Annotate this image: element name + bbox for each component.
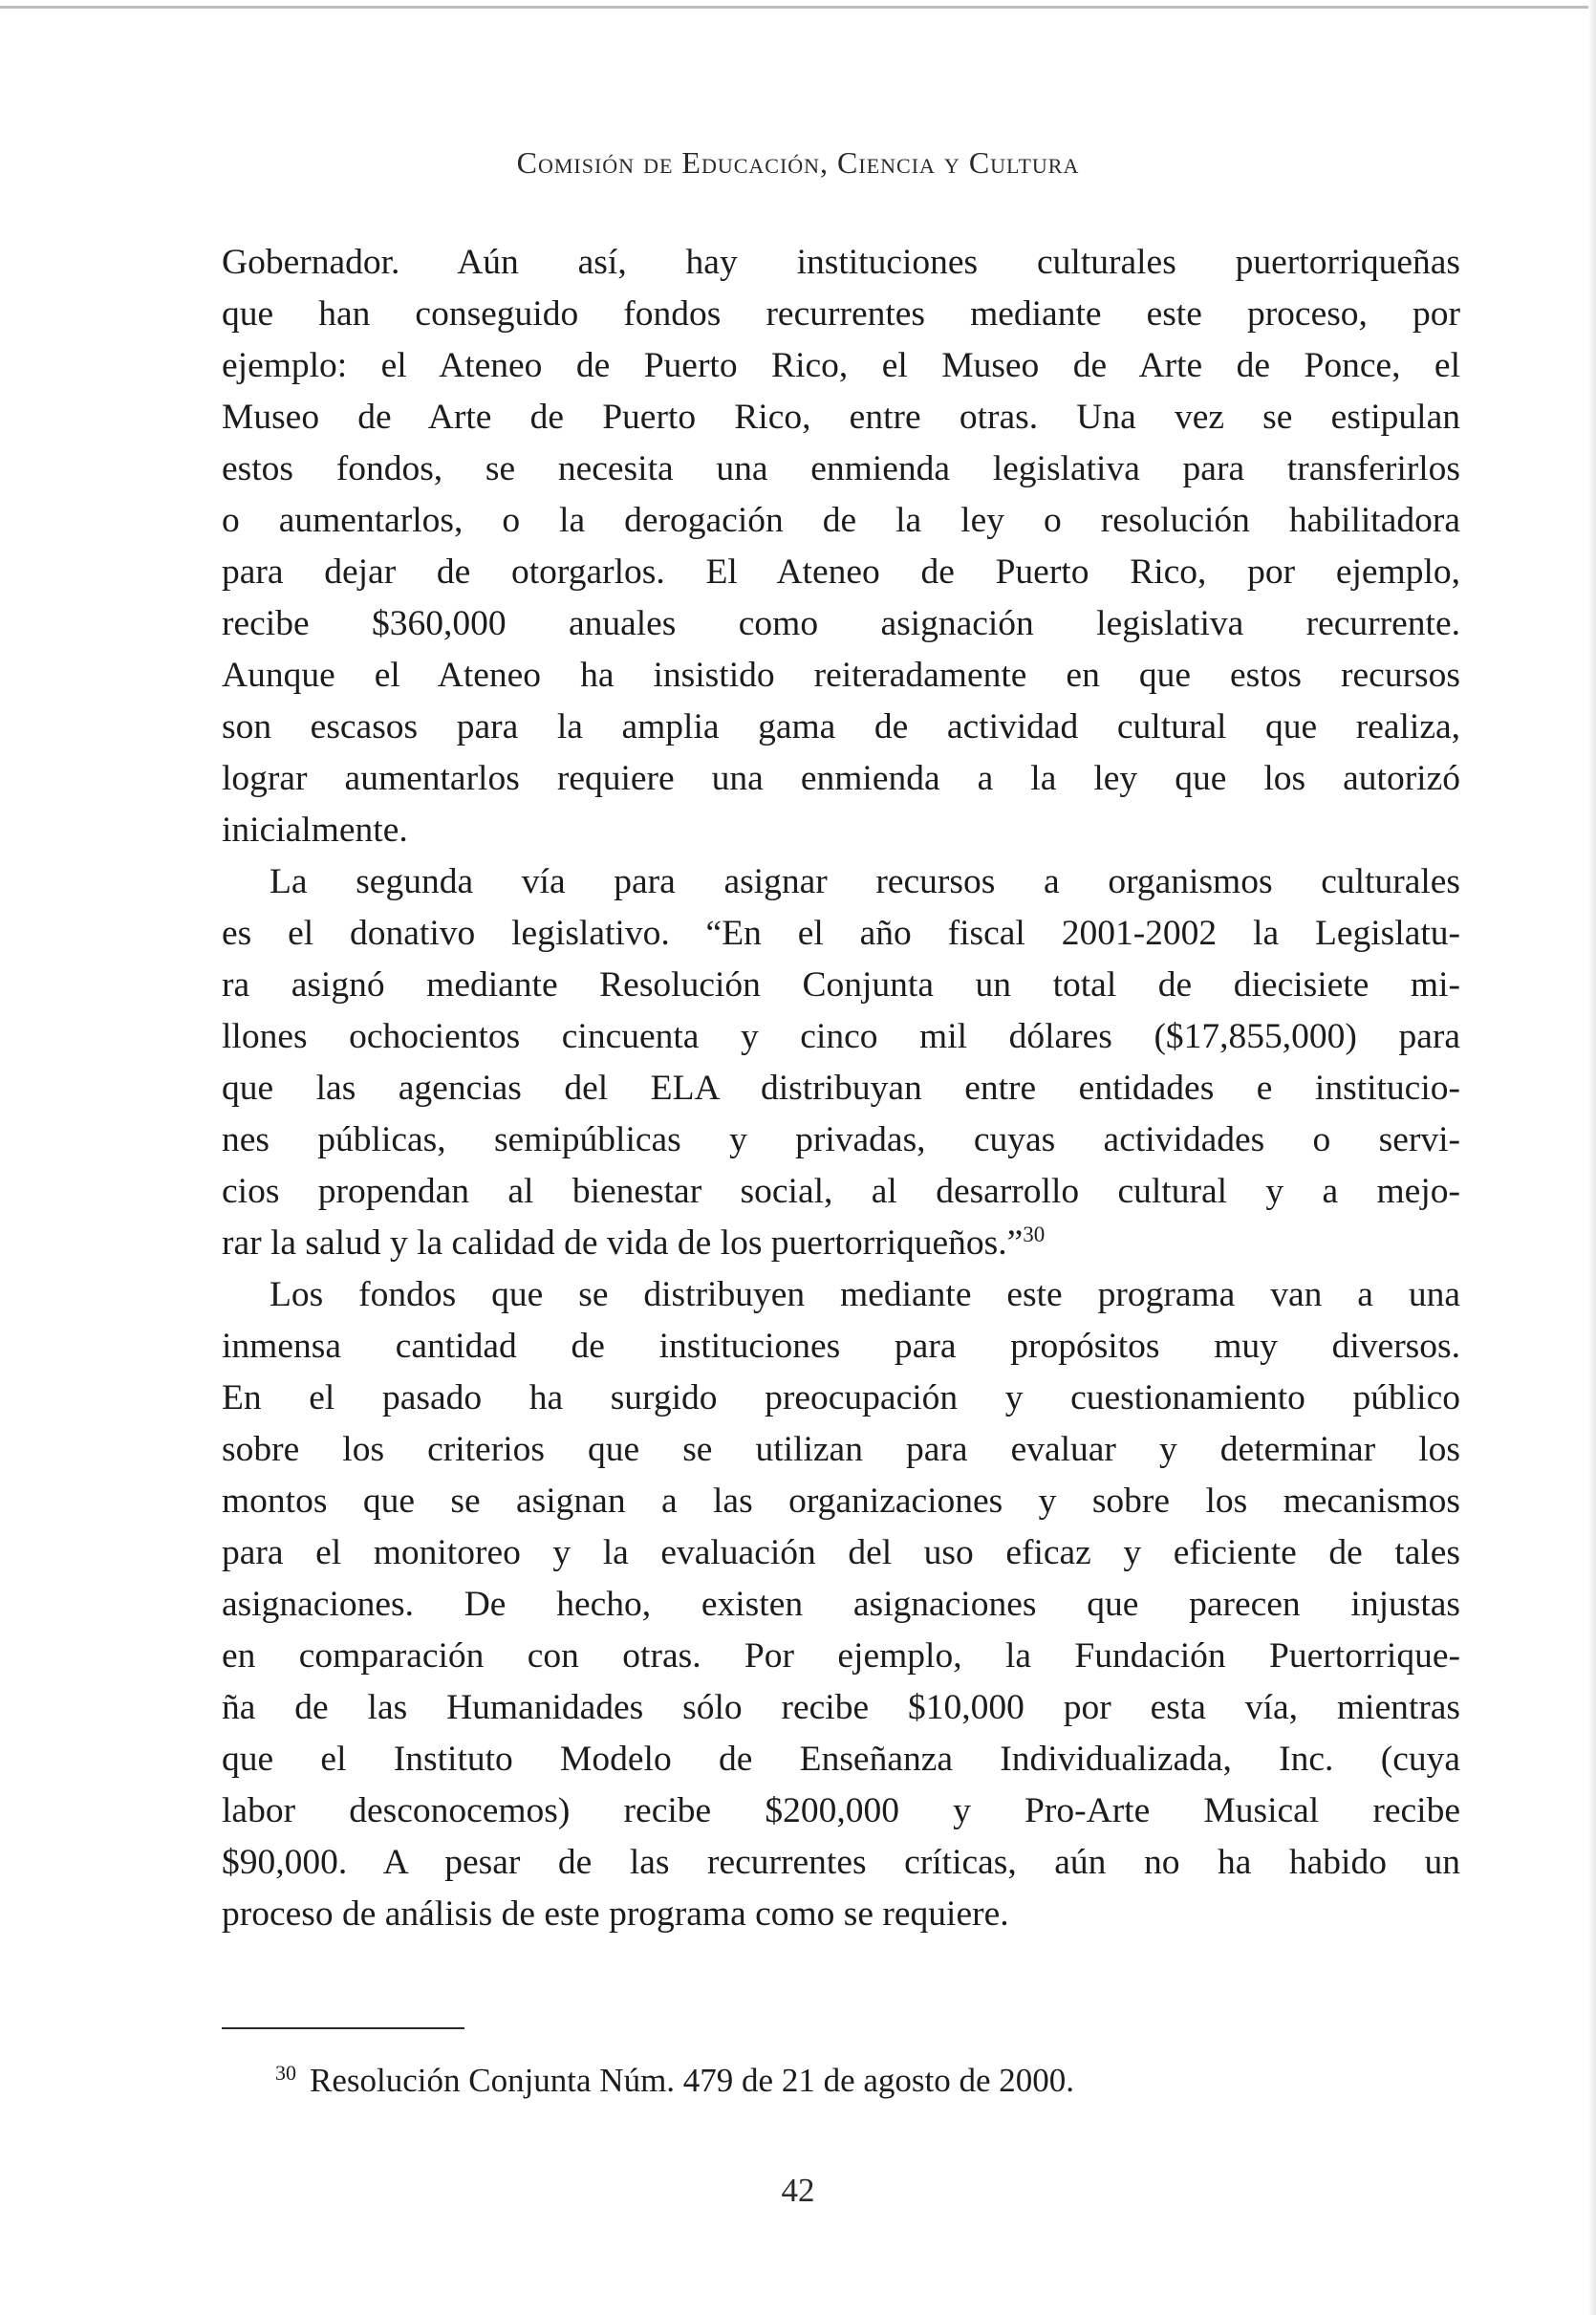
text-line: proceso de análisis de este programa como se requiere. [222,1894,1009,1934]
text-line: Gobernador. Aún así, hay instituciones culturales puertorriqueñas [222,243,1460,282]
text-line: $90,000. A pesar de las recurrentes críticas, aún no ha habido un [222,1843,1460,1882]
footnote-reference[interactable]: 30 [1023,1222,1046,1246]
page-top-rule [0,6,1596,9]
text-line: es el donativo legislativo. “En el año fiscal 2001-2002 la Legislatu- [222,914,1460,953]
footnote-text: Resolución Conjunta Núm. 479 de 21 de agosto de 2000. [310,2062,1075,2099]
text-line: son escasos para la amplia gama de actividad cultural que realiza, [222,707,1460,746]
page-edge-shadow [1588,0,1596,2315]
footnote-number: 30 [275,2061,296,2085]
text-line: nes públicas, semipúblicas y privadas, cuyas actividades o servi- [222,1120,1460,1159]
text-line: ra asignó mediante Resolución Conjunta un total de diecisiete mi- [222,965,1460,1005]
text-line: o aumentarlos, o la derogación de la ley o resolución habilitadora [222,501,1460,540]
text-line: montos que se asignan a las organizaciones y sobre los mecanismos [222,1482,1460,1521]
text-line: lograr aumentarlos requiere una enmienda a la ley que los autorizó [222,759,1460,798]
text-line: que han conseguido fondos recurrentes mediante este proceso, por [222,294,1460,334]
text-line: que el Instituto Modelo de Enseñanza Individualizada, Inc. (cuya [222,1740,1460,1779]
footnote-separator [222,2027,464,2029]
text-line: inmensa cantidad de instituciones para propósitos muy diversos. [222,1327,1460,1366]
running-head: Comisión de Educación, Ciencia y Cultura [516,145,1080,180]
text-line: inicialmente. [222,811,408,850]
text-line: labor desconocemos) recibe $200,000 y Pro-Arte Musical recibe [222,1791,1460,1830]
text-line: asignaciones. De hecho, existen asignaciones que parecen injustas [222,1585,1460,1624]
text-line: para dejar de otorgarlos. El Ateneo de Puerto Rico, por ejemplo, [222,552,1460,592]
text-line: ejemplo: el Ateneo de Puerto Rico, el Museo de Arte de Ponce, el [222,346,1460,385]
text-line: Museo de Arte de Puerto Rico, entre otras. Una vez se estipulan [222,398,1460,437]
text-line: Aunque el Ateneo ha insistido reiteradamente en que estos recursos [222,656,1460,695]
text-line: para el monitoreo y la evaluación del uso eficaz y eficiente de tales [222,1533,1460,1572]
footnote [275,2055,1074,2107]
text-line: La segunda vía para asignar recursos a organismos culturales [270,862,1460,901]
text-line-with-footnote [222,1218,1460,1269]
text-line: sobre los criterios que se utilizan para evaluar y determinar los [222,1430,1460,1469]
text-line: ña de las Humanidades sólo recibe $10,000 por esta vía, mientras [222,1688,1460,1727]
text-line: Los fondos que se distribuyen mediante este programa van a una [270,1275,1460,1314]
body-text [222,237,1460,1940]
text-line: cios propendan al bienestar social, al desarrollo cultural y a mejo- [222,1172,1460,1211]
text-line: recibe $360,000 anuales como asignación legislativa recurrente. [222,604,1460,643]
text-line: que las agencias del ELA distribuyan entre entidades e institucio- [222,1069,1460,1108]
text-line: en comparación con otras. Por ejemplo, la Fundación Puertorrique- [222,1636,1460,1676]
text-line-content: rar la salud y la calidad de vida de los puertorriqueños.” [222,1223,1024,1263]
page-number: 42 [781,2172,815,2209]
text-line: En el pasado ha surgido preocupación y cuestionamiento público [222,1378,1460,1417]
text-line: llones ochocientos cincuenta y cinco mil dólares ($17,855,000) para [222,1017,1460,1056]
text-line: estos fondos, se necesita una enmienda legislativa para transferirlos [222,449,1460,488]
